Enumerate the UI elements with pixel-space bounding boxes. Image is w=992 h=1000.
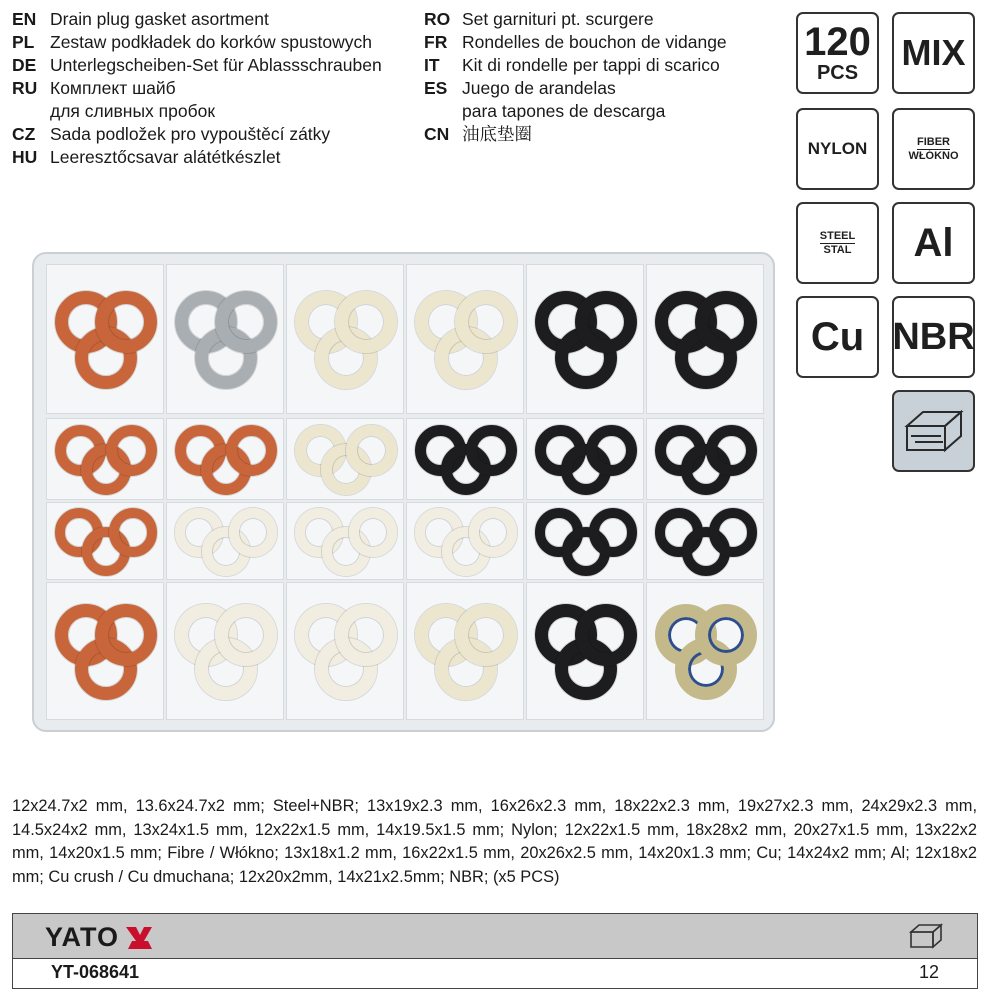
brand-bar [12, 913, 978, 959]
language-text: Leeresztőcsavar alátétkészlet [50, 147, 281, 167]
tray-compartment [646, 418, 764, 500]
washer [695, 291, 757, 353]
language-text: Unterlegscheiben-Set für Ablassschrauben [50, 55, 382, 75]
steel-label: STEEL [819, 229, 856, 242]
language-code: RO [424, 9, 451, 29]
language-row [424, 54, 784, 77]
nbr-badge [892, 296, 975, 378]
brand-logo [45, 922, 154, 953]
tray-compartment [406, 418, 524, 500]
tray-compartment [406, 502, 524, 580]
copper-label: Cu [810, 315, 865, 359]
language-row [12, 54, 412, 77]
washer [109, 508, 157, 556]
language-row [424, 100, 784, 123]
fiber-label: FIBER [917, 135, 950, 148]
washer [695, 604, 757, 666]
tray-compartment [406, 582, 524, 720]
tray-compartment [166, 264, 284, 414]
language-text: Set garnituri pt. scurgere [462, 9, 654, 29]
language-text: Kit di rondelle per tappi di scarico [462, 55, 720, 75]
language-list-right [424, 8, 784, 146]
language-code: CN [424, 124, 450, 144]
language-code: PL [12, 32, 35, 52]
mix-badge [892, 12, 975, 94]
language-code: RU [12, 78, 38, 98]
washer [575, 291, 637, 353]
washer [586, 425, 637, 476]
tray-compartment [646, 582, 764, 720]
product-info-row [12, 959, 978, 989]
product-code: YT-068641 [51, 962, 140, 982]
language-row [424, 77, 784, 100]
washer [106, 425, 157, 476]
washer [215, 604, 277, 666]
tray-compartment [46, 582, 164, 720]
language-row [424, 31, 784, 54]
tray-compartment [406, 264, 524, 414]
language-list-left [12, 8, 412, 169]
tray-compartment [46, 264, 164, 414]
washer [589, 508, 637, 556]
language-row [12, 146, 412, 169]
language-code: HU [12, 147, 38, 167]
language-code: ES [424, 78, 448, 98]
package-box-icon [907, 922, 947, 950]
specification-text: 12x24.7x2 mm, 13.6x24.7x2 mm; Steel+NBR; 13x19x2.3 mm, 16x26x2.3 mm, 18x22x2.3 mm, 19x27x2.3 mm, 24x29x2.3 mm, 14.5x24x2 mm, 13x24x1.5 mm, 12x22x1.5 mm, 14x19.5x1.5 mm; Nylon; 12x22x1.5 mm, 18x28x2 mm, 20x27x1.5 mm, 13x22x2 mm, 14x20x1.5 mm; Fibre / Włókno; 13x18x1.2 mm, 16x22x1.5 mm, 20x26x2.5 mm, 14x20x1.3 mm; Cu; 14x24x2 mm; Al; 12x18x2 mm; Cu crush / Cu dmuchana; 12x20x2mm, 14x21x2.5mm; NBR; (x5 PCS) [12, 797, 977, 886]
washer [346, 425, 397, 476]
language-row [424, 8, 784, 31]
washer [95, 291, 157, 353]
washer [349, 508, 397, 556]
language-text: Rondelles de bouchon de vidange [462, 32, 727, 52]
tray-compartment [526, 418, 644, 500]
tray-compartment [526, 264, 644, 414]
fiber-label-pl: WŁÓKNO [908, 149, 959, 162]
tray-compartment [166, 582, 284, 720]
fiber-badge [892, 108, 975, 190]
language-code [12, 100, 50, 123]
quantity-unit: PCS [816, 62, 859, 84]
washer [335, 604, 397, 666]
language-text: Drain plug gasket asortment [50, 9, 269, 29]
tray-compartment [646, 264, 764, 414]
tray-compartment [286, 582, 404, 720]
quantity-badge [796, 12, 879, 94]
tray-compartment [166, 418, 284, 500]
product-photo-tray [32, 252, 775, 732]
nylon-label: NYLON [807, 139, 868, 158]
tray-compartment [286, 502, 404, 580]
language-code: CZ [12, 124, 36, 144]
aluminium-label: Al [913, 221, 954, 265]
quantity-number: 120 [804, 20, 871, 64]
aluminium-badge [892, 202, 975, 284]
storage-box-badge [892, 390, 975, 472]
washer [335, 291, 397, 353]
washer [95, 604, 157, 666]
language-text: для сливных пробок [50, 101, 216, 121]
storage-box-icon [903, 406, 965, 456]
washer [226, 425, 277, 476]
washer [469, 508, 517, 556]
tray-compartment [166, 502, 284, 580]
language-code [424, 100, 462, 123]
tray-compartment [46, 418, 164, 500]
washer [466, 425, 517, 476]
nylon-badge [796, 108, 879, 190]
language-row [12, 100, 412, 123]
washer [709, 508, 757, 556]
language-text: Zestaw podkładek do korków spustowych [50, 32, 372, 52]
tray-compartment [526, 582, 644, 720]
washer [229, 508, 277, 556]
language-code: DE [12, 55, 37, 75]
brand-name: YATO [45, 922, 120, 952]
tray-compartment [286, 264, 404, 414]
language-text: Juego de arandelas [462, 78, 616, 98]
steel-label-pl: STAL [823, 243, 852, 256]
language-row [12, 77, 412, 100]
yato-logo-icon [124, 925, 154, 951]
language-row [12, 8, 412, 31]
washer [575, 604, 637, 666]
washer [706, 425, 757, 476]
product-footer [12, 913, 978, 993]
tray-compartment [526, 502, 644, 580]
steel-badge [796, 202, 879, 284]
washer [455, 604, 517, 666]
language-row [12, 123, 412, 146]
tray-compartment [46, 502, 164, 580]
package-quantity: 12 [919, 962, 940, 982]
language-code: IT [424, 55, 440, 75]
language-text: para tapones de descarga [462, 101, 666, 121]
washer [215, 291, 277, 353]
tray-compartment [286, 418, 404, 500]
tray-compartment [646, 502, 764, 580]
nbr-label: NBR [892, 316, 975, 358]
language-text: 油底垫圈 [462, 124, 532, 144]
language-text: Комплект шайб [50, 78, 176, 98]
language-text: Sada podložek pro vypouštěcí zátky [50, 124, 331, 144]
language-row [12, 31, 412, 54]
copper-badge [796, 296, 879, 378]
language-code: EN [12, 9, 37, 29]
language-code: FR [424, 32, 448, 52]
language-row [424, 123, 784, 146]
mix-label: MIX [901, 32, 966, 73]
washer [455, 291, 517, 353]
